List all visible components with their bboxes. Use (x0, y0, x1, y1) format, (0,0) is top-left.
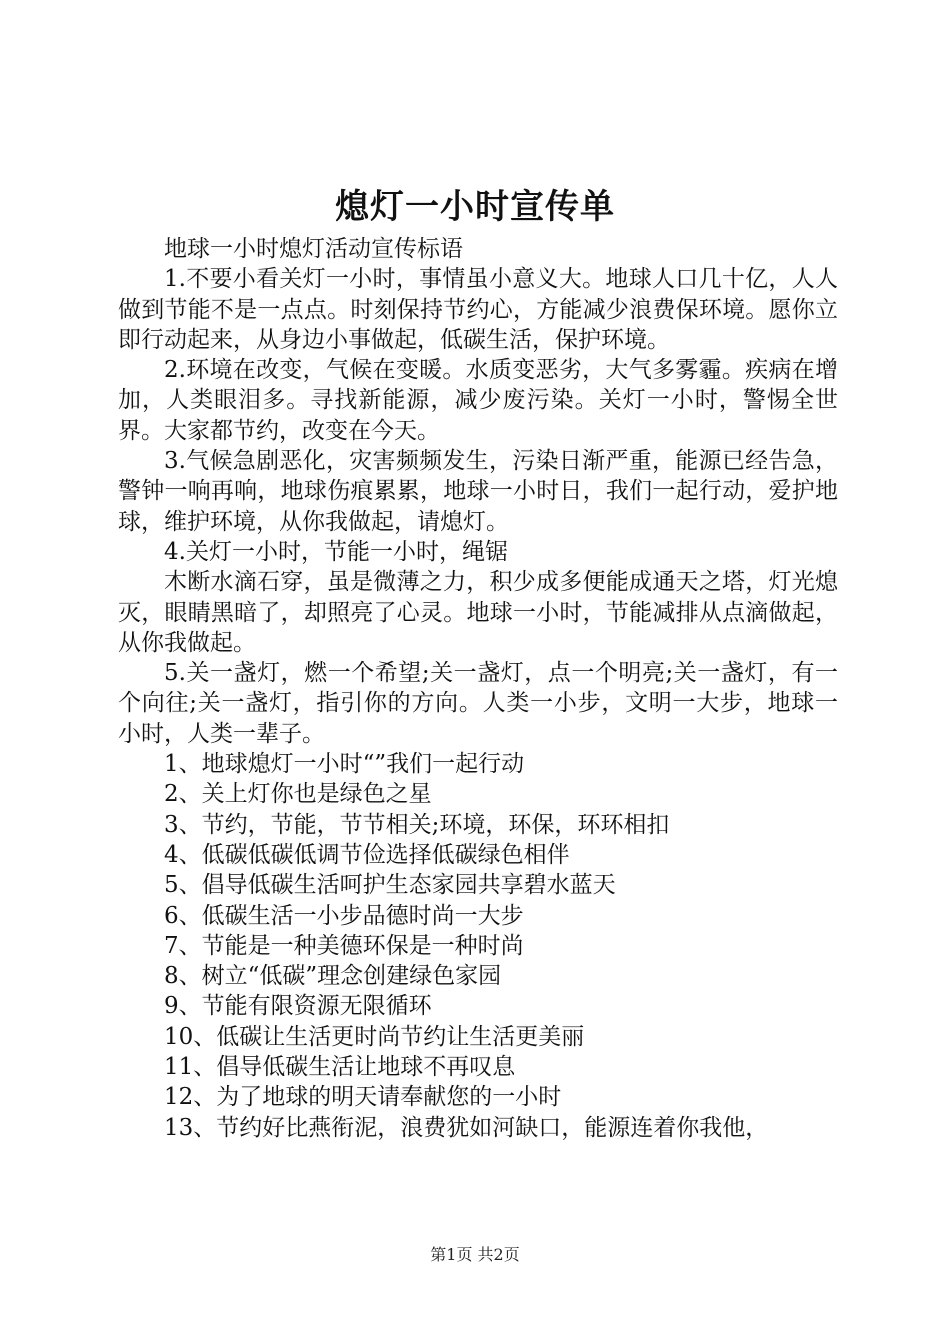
page-title: 熄灯一小时宣传单 (335, 187, 615, 227)
paragraph-4-continued: 木断水滴石穿，虽是微薄之力，积少成多便能成通天之塔，灯光熄灭，眼睛黑暗了，却照亮了心灵。地球一小时，节能减排从点滴做起，从你我做起。 (118, 569, 838, 656)
slogan-item: 13、节约好比燕衔泥，浪费犹如河缺口，能源连着你我他， (164, 1114, 769, 1141)
paragraph-5: 5.关一盏灯，燃一个希望;关一盏灯，点一个明亮;关一盏灯，有一个向往;关一盏灯，指引你的方向。人类一小步，文明一大步，地球一小时，人类一辈子。 (118, 660, 838, 747)
slogan-item: 11、倡导低碳生活让地球不再叹息 (164, 1054, 516, 1081)
slogan-item: 7、节能是一种美德环保是一种时尚 (164, 932, 524, 959)
subtitle: 地球一小时熄灯活动宣传标语 (164, 236, 463, 262)
slogan-item: 8、树立“低碳”理念创建绿色家园 (164, 963, 502, 990)
paragraph-1: 1.不要小看关灯一小时，事情虽小意义大。地球人口几十亿，人人做到节能不是一点点。时刻保持节约心，方能减少浪费保环境。愿你立即行动起来，从身边小事做起，低碳生活，保护环境。 (118, 266, 838, 353)
slogan-item: 4、低碳低碳低调节俭选择低碳绿色相伴 (164, 841, 570, 868)
slogan-item: 9、节能有限资源无限循环 (164, 993, 432, 1020)
slogan-item: 3、节约，节能，节节相关;环境，环保，环环相扣 (164, 811, 670, 838)
paragraph-2: 2.环境在改变，气候在变暖。水质变恶劣，大气多雾霾。疾病在增加，人类眼泪多。寻找新能源，减少废污染。关灯一小时，警惕全世界。大家都节约，改变在今天。 (118, 357, 838, 444)
slogan-item: 2、关上灯你也是绿色之星 (164, 781, 432, 808)
slogan-item: 10、低碳让生活更时尚节约让生活更美丽 (164, 1023, 585, 1050)
paragraph-3: 3.气候急剧恶化，灾害频频发生，污染日渐严重，能源已经告急，警钟一响再响，地球伤痕累累，地球一小时日，我们一起行动，爱护地球，维护环境，从你我做起，请熄灯。 (118, 448, 838, 535)
slogan-item: 6、低碳生活一小步品德时尚一大步 (164, 902, 524, 929)
paragraph-4: 4.关灯一小时，节能一小时，绳锯 (164, 538, 508, 565)
slogan-item: 1、地球熄灯一小时“”我们一起行动 (164, 751, 525, 778)
document-body (118, 234, 838, 1143)
slogan-item: 12、为了地球的明天请奉献您的一小时 (164, 1084, 562, 1111)
slogan-item: 5、倡导低碳生活呵护生态家园共享碧水蓝天 (164, 872, 616, 899)
page-indicator: 第1页 共2页 (430, 1245, 520, 1264)
